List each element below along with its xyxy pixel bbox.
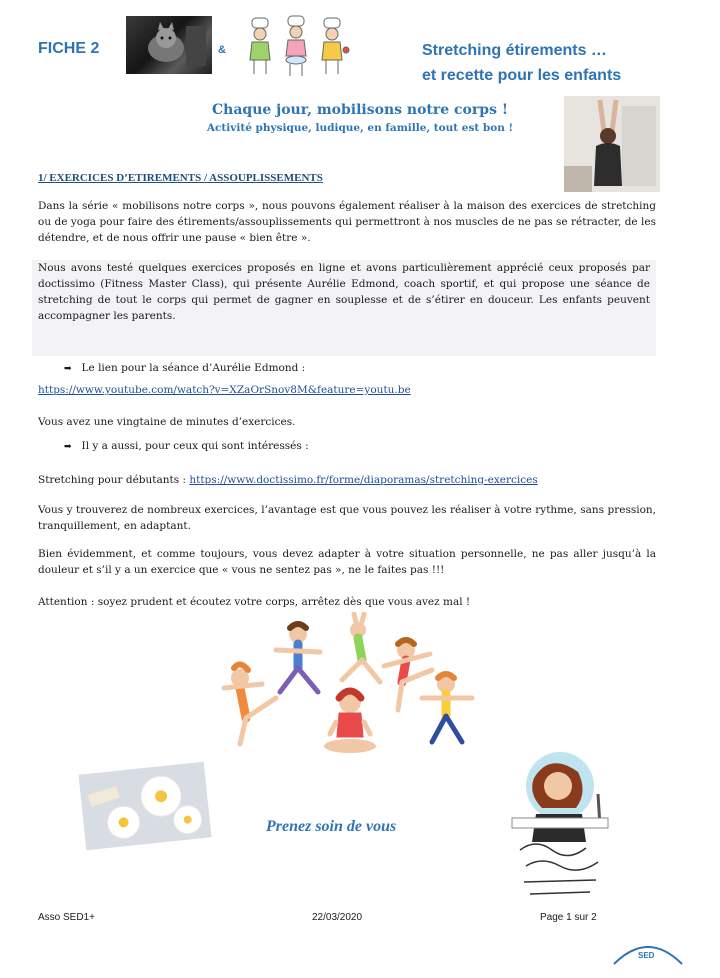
headline-sub: Activité physique, ludique, en famille, tout est bon !	[206, 122, 514, 134]
title-line-2: et recette pour les enfants	[422, 67, 622, 84]
sed-logo	[612, 934, 684, 974]
footer-page-number: Page 1 sur 2	[540, 912, 597, 923]
bullet-others	[64, 440, 309, 452]
fiche-label: FICHE 2	[38, 40, 100, 57]
bullet-label: Le lien pour la séance d’Aurélie Edmond :	[81, 362, 306, 374]
cartoon-woman-illustration	[506, 752, 614, 908]
paragraph-warning: Attention : soyez prudent et écoutez votre corps, arrêtez dès que vous avez mal !	[38, 596, 471, 608]
doctissimo-link[interactable]: https://www.doctissimo.fr/forme/diaporamas/stretching-exercices	[189, 474, 538, 486]
paragraph-adapt: Bien évidemment, et comme toujours, vous devez adapter à votre situation personnelle, ne pas aller jusqu’à la douleur et s’il y a un exercice que « vous ne sentez pas », ne le faites pas !!!	[38, 548, 656, 576]
cat-photo	[126, 16, 212, 74]
page-title	[422, 38, 621, 88]
youtube-link[interactable]: https://www.youtube.com/watch?v=XZaOrSnov8M&feature=youtu.be	[38, 384, 411, 396]
paragraph-exercises: Vous y trouverez de nombreux exercices, l’avantage est que vous pouvez les réaliser à votre rythme, sans pression, tranquillement, en adaptant.	[38, 504, 656, 532]
kids-stretching-illustration	[200, 612, 500, 762]
yoga-woman-photo	[564, 96, 660, 192]
beginners-label: Stretching pour débutants :	[38, 474, 190, 486]
arrow-right-icon: ➡	[64, 442, 72, 452]
title-line-1: Stretching étirements …	[422, 42, 607, 59]
closing-message: Prenez soin de vous	[266, 818, 397, 835]
footer-association: Asso SED1+	[38, 912, 95, 923]
ampersand: &	[218, 44, 226, 56]
paragraph-beginners	[38, 472, 656, 488]
paragraph-doctissimo: Nous avons testé quelques exercices proposés en ligne et avons particulièrement apprécié ceux proposés par doctissimo (Fitness Master Class), qui présente Aurélie Edmond, coach sportif, et qui propose une séance de stretching de tout le corps qui permet de gagner en souplesse et de s’étirer en douceur. Les enfants peuvent accompagner les parents.	[32, 260, 656, 356]
headline-main: Chaque jour, mobilisons notre corps !	[212, 102, 508, 118]
paragraph-duration: Vous avez une vingtaine de minutes d’exercices.	[38, 416, 296, 428]
arrow-right-icon: ➡	[64, 364, 72, 374]
bullet-seance-link	[64, 362, 305, 374]
bullet-label: Il y a aussi, pour ceux qui sont intéressés :	[81, 440, 309, 452]
kids-chefs-illustration	[246, 14, 350, 78]
daisies-photo	[78, 762, 211, 851]
paragraph-intro: Dans la série « mobilisons notre corps », nous pouvons également réaliser à la maison des exercices de stretching ou de yoga pour faire des étirements/assouplissements qui permettront à nos muscles de ne pas se rétracter, de les détendre, et de nous offrir une pause « bien être ».	[38, 200, 656, 244]
section-title: 1/ EXERCICES D’ETIREMENTS / ASSOUPLISSEMENTS	[38, 172, 323, 184]
footer-date: 22/03/2020	[312, 912, 363, 923]
svg-text:SED: SED	[638, 951, 655, 960]
